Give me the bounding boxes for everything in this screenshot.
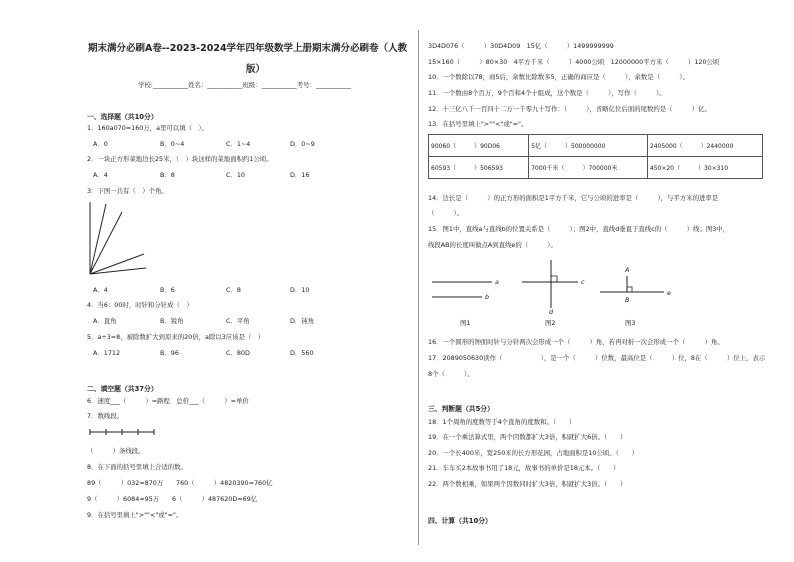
table-cell: 7000千米（ ）700000米: [529, 157, 648, 179]
question-3: 3．下图一共有（ ）个角。: [87, 187, 168, 195]
question-19: 19．在一个乘法算式里，两个因数都扩大3倍，积就扩大6倍。（ ）: [428, 433, 627, 441]
student-info-line: 学校:___________姓名：___________班级：___________考号：___________: [138, 81, 352, 89]
q3-option-c: C．8: [226, 286, 241, 294]
question-14-cont: （ ）。: [428, 209, 464, 217]
question-1: 1．160a070≈160万，a里可以填（ ）。: [87, 124, 208, 132]
question-8: 8．在下面的括号里填上合适的数。: [87, 463, 187, 471]
table-row: [429, 157, 763, 179]
table-cell: 2405000（ ）2440000: [647, 135, 762, 157]
q2-option-d: D．16: [290, 171, 310, 179]
section-3-title: 三、判断题（共5分）: [428, 405, 494, 413]
label-e: e: [667, 289, 671, 297]
q2-option-a: A．4: [93, 171, 108, 179]
figure-2-caption: 图2: [545, 319, 556, 327]
q5-option-c: C．80D: [226, 349, 250, 357]
figure-1-caption: 图1: [460, 319, 471, 327]
q2-option-c: C．10: [226, 171, 245, 179]
table-row: [429, 135, 763, 157]
table-cell: 90060（ ）90D06: [429, 135, 529, 157]
table-cell: 450×20（ ）30×310: [647, 157, 762, 179]
question-9: 9．在括号里填上">""<"或"="。: [87, 511, 183, 519]
q3-option-d: D．10: [290, 286, 310, 294]
q3-option-a: A．4: [93, 286, 108, 294]
q8-line-2: 9（ ）6084≈95万 6（ ）487620D≈69亿: [87, 495, 258, 503]
q3-option-b: B．6: [160, 286, 175, 294]
q8-line-1: 89（ ）032≈870万 760（ ）4820390≈760亿: [87, 479, 273, 487]
section-1-title: 一、选择题（共10分）: [87, 113, 158, 121]
question-16: 16．一个圆形的钟面时针与分针两次会形成一个（ ）角，若再对折一次会形成一个（ ）角。: [428, 338, 724, 346]
q9-line-2: 15×160（ ）80×30 4平方千米（ ）4000公顷 12000000平方米（ ）120公顷: [428, 58, 720, 66]
q1-option-a: A．0: [93, 140, 108, 148]
section-2-title: 二、填空题（共37分）: [87, 385, 158, 393]
q4-option-a: A．直角: [93, 317, 117, 325]
label-d: d: [549, 308, 554, 316]
question-13: 13．在括号里填上">""<"或"="。: [428, 120, 528, 128]
label-A: A: [625, 266, 630, 274]
question-11: 11．一个数由8个百万，9个百和4个十组成，这个数是（ ），写作（ ）。: [428, 89, 666, 97]
q9-line-1: 3D4D076（ ）30D4D09 15亿（ ）1499999999: [428, 42, 614, 50]
q5-option-d: D．560: [290, 349, 314, 357]
question-14: 14．边长是（ ）的正方形的面积是1平方千米，它与公顷的进率是（ ），与平方米的进率是: [428, 194, 719, 202]
q5-option-a: A．1712: [93, 349, 121, 357]
question-18: 18．1个周角的度数等于4个直角的度数和。（ ）: [428, 418, 576, 426]
q1-option-b: B．0~4: [160, 140, 185, 148]
q4-option-d: D．钝角: [290, 317, 315, 325]
question-10: 10．一个数除以78，商5后，余数比除数多5，正确的商应是（ ），余数是（ ）。: [428, 73, 689, 81]
question-22: 22．两个数相乘，如果两个因数同时扩大3倍，积就扩大3倍。（ ）: [428, 480, 627, 488]
label-a: a: [495, 278, 499, 286]
question-21: 21．车车买2本故事书用了18元，故事书的单价是18元本。（ ）: [428, 464, 620, 472]
question-20: 20．一个长400米，宽250米的长方形花园，占地面积是10公顷。（ ）: [428, 449, 639, 457]
q1-option-c: C．1~4: [226, 140, 251, 148]
question-6: 6．速度___（ ）=路程 总价___（ ）=单价: [87, 397, 249, 405]
table-cell: 60593（ ）506593: [429, 157, 529, 179]
figure-3-point-to-line: [598, 270, 670, 302]
question-12: 12．十三亿八千一百四十二万一千零九十写作：（ ），省略亿位后面的尾数约是（ ）亿。: [428, 105, 711, 113]
question-4: 4．当6：00时，时针和分针成（ ）: [87, 301, 193, 309]
paper-title-cont: 版）: [246, 64, 266, 75]
q1-option-d: D．0~9: [290, 140, 315, 148]
q4-option-c: C．平角: [226, 317, 250, 325]
label-B: B: [625, 296, 630, 304]
figure-1-parallel-lines: [430, 275, 500, 305]
segment-count-figure: [88, 427, 158, 437]
comparison-table: [428, 134, 763, 179]
question-15: 15．图1中，直线a与直线b的位置关系是（ ）；图2中，直线d垂直于直线c的（ ）线；图3中，: [428, 225, 730, 233]
question-17: 17．2089050630读作（ ），是一个（ ）位数，最高位是（ ）位，8在（ ）位上，表示: [428, 354, 766, 362]
q4-option-b: B．锐角: [160, 317, 184, 325]
table-cell: 5亿（ ）500000000: [529, 135, 648, 157]
angle-rays-figure: [88, 200, 148, 280]
q7-answer-blank: （ ）条线段。: [87, 447, 145, 455]
q5-option-b: B．96: [160, 349, 179, 357]
label-c: c: [581, 278, 585, 286]
section-4-title: 四、计算（共10分）: [428, 517, 492, 525]
question-5: 5．a÷3=8，被除数扩大到原来的20倍，a除以3应该是（ ）: [87, 333, 265, 341]
column-divider: [418, 30, 419, 545]
question-15-cont: 线段AB的长度叫做点A到直线e的（ ）。: [428, 241, 557, 249]
question-17-cont: 8个（ ）。: [428, 370, 474, 378]
figure-2-perpendicular-lines: [520, 258, 590, 310]
question-7: 7．数线段。: [87, 412, 124, 420]
paper-title: 期末满分必刷A卷--2023-2024学年四年级数学上册期末满分必刷卷（人教: [88, 43, 408, 54]
question-2: 2．一块正方形菜地边长25米，（ ）块这样的菜地面积约1公顷。: [87, 155, 273, 163]
label-b: b: [485, 293, 490, 301]
q2-option-b: B．8: [160, 171, 175, 179]
figure-3-caption: 图3: [625, 319, 636, 327]
